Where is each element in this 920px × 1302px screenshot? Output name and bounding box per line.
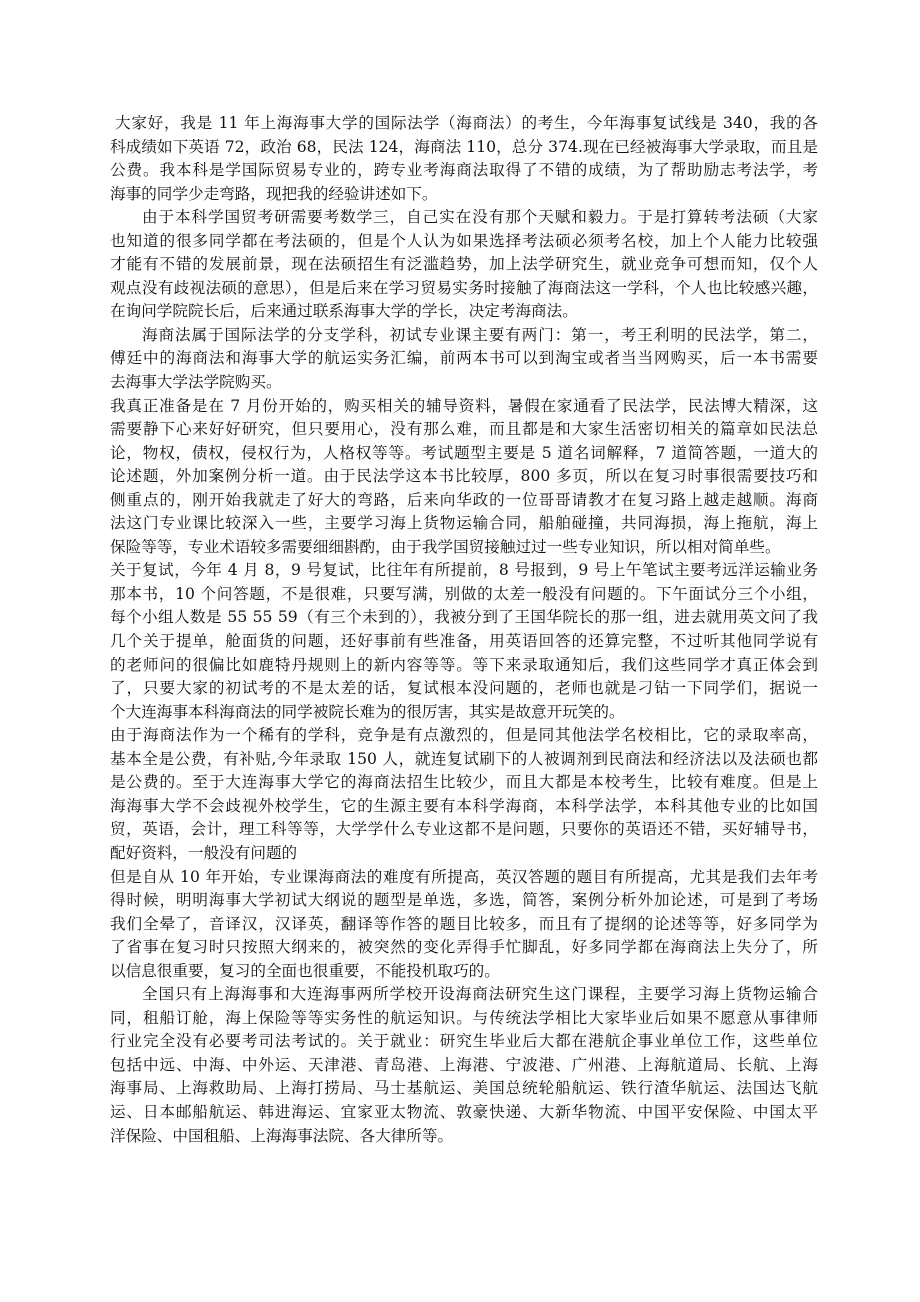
text-line: 基本全是公费，有补贴,今年录取 150 人，就连复试刷下的人被调剂到民商法和经济法以及法硕也都 — [110, 749, 818, 768]
text-line: 侧重点的，刚开始我就走了好大的弯路，后来向华政的一位哥哥请教才在复习路上越走越顺。海商 — [110, 490, 818, 509]
document-body — [110, 112, 818, 1148]
text-line: 在询问学院院长后，后来通过联系海事大学的学长，决定考海商法。 — [110, 302, 578, 321]
text-line: 由于本科学国贸考研需要考数学三，自己实在没有那个天赋和毅力。于是打算转考法硕（大家 — [142, 208, 818, 227]
text-line: 需要静下心来好好研究，但只要用心，没有那么难，而且都是和大家生活密切相关的篇章如民法总 — [110, 420, 818, 439]
paragraph — [110, 112, 818, 206]
text-line: 得时候，明明海事大学初试大纲说的题型是单选，多选，简答，案例分析外加论述，可是到了考场 — [110, 891, 818, 910]
text-line: 法这门专业课比较深入一些，主要学习海上货物运输合同，船舶碰撞，共同海损，海上拖航，海上 — [110, 514, 818, 533]
text-line: 全国只有上海海事和大连海事两所学校开设海商法研究生这门课程，主要学习海上货物运输合 — [142, 985, 818, 1004]
text-line: 论述题，外加案例分析一道。由于民法学这本书比较厚，800 多页，所以在复习时事很需要技巧和 — [110, 467, 818, 486]
text-line: 海事局、上海救助局、上海打捞局、马士基航运、美国总统轮船航运、铁行渣华航运、法国达飞航 — [110, 1079, 818, 1098]
text-line: 科成绩如下英语 72，政治 68，民法 124，海商法 110，总分 374.现在已经被海事大学录取，而且是 — [110, 137, 818, 156]
text-line: 以信息很重要，复习的全面也很重要，不能投机取巧的。 — [110, 961, 500, 980]
text-line: 海商法属于国际法学的分支学科，初试专业课主要有两门：第一，考王利明的民法学，第二， — [142, 325, 818, 344]
text-line: 也知道的很多同学都在考法硕的，但是个人认为如果选择考法硕必须考名校，加上个人能力比较强 — [110, 231, 818, 250]
text-line: 的老师问的很偏比如鹿特丹规则上的新内容等等。等下来录取通知后，我们这些同学才真正体会到 — [110, 655, 818, 674]
text-line: 大家好，我是 11 年上海海事大学的国际法学（海商法）的考生，今年海事复试线是 340，我的各 — [115, 114, 818, 132]
paragraph — [110, 559, 818, 724]
text-line: 每个小组人数是 55 55 59（有三个未到的），我被分到了王国华院长的那一组，进去就用英文问了我 — [110, 608, 818, 627]
text-line: 关于复试，今年 4 月 8，9 号复试，比往年有所提前，8 号报到，9 号上午笔试主要考远洋运输业务 — [110, 561, 818, 580]
text-line: 包括中远、中海、中外运、天津港、青岛港、上海港、宁波港、广州港、上海航道局、长航、上海 — [110, 1055, 818, 1074]
text-line: 保险等等，专业术语较多需要细细斟酌，由于我学国贸接触过过一些专业知识，所以相对简单些。 — [110, 537, 781, 556]
paragraph — [110, 866, 818, 984]
text-line: 运、日本邮船航运、韩进海运、宜家亚太物流、敦豪快递、大新华物流、中国平安保险、中国太平 — [110, 1102, 818, 1121]
text-line: 几个关于提单，舱面货的问题，还好事前有些准备，用英语回答的还算完整，不过听其他同学说有 — [110, 632, 818, 651]
text-line: 那本书，10 个问答题，不是很难，只要写满，别做的太差一般没有问题的。下午面试分三个小组， — [110, 584, 818, 603]
paragraph — [110, 324, 818, 395]
text-line: 我真正准备是在 7 月份开始的，购买相关的辅导资料，暑假在家通看了民法学，民法博大精深，这 — [110, 396, 818, 415]
paragraph — [110, 206, 818, 324]
text-line: 傅廷中的海商法和海事大学的航运实务汇编，前两本书可以到淘宝或者当当网购买，后一本书需要 — [110, 349, 818, 368]
text-line: 配好资料，一般没有问题的 — [110, 843, 298, 862]
text-line: 才能有不错的发展前景，现在法硕招生有泛滥趋势，加上法学研究生，就业竞争可想而知，仅个人 — [110, 255, 818, 274]
text-line: 论，物权，债权，侵权行为，人格权等等。考试题型主要是 5 道名词解释，7 道简答题，一道大的 — [110, 443, 818, 462]
text-line: 了，只要大家的初试考的不是太差的话，复试根本没问题的，老师也就是刁钻一下同学们，据说一 — [110, 679, 818, 698]
text-line: 公费。我本科是学国际贸易专业的，跨专业考海商法取得了不错的成绩，为了帮助励志考法学，考 — [110, 161, 818, 180]
paragraph — [110, 395, 818, 560]
paragraph — [110, 724, 818, 865]
text-line: 洋保险、中国租船、上海海事法院、各大律所等。 — [110, 1126, 454, 1145]
text-line: 观点没有歧视法硕的意思），但是后来在学习贸易实务时接触了海商法这一学科，个人也比较感兴趣， — [110, 278, 818, 297]
text-line: 是公费的。至于大连海事大学它的海商法招生比较少，而且大都是本校考生，比较有难度。但是上 — [110, 773, 818, 792]
text-line: 由于海商法作为一个稀有的学科，竞争是有点激烈的，但是同其他法学名校相比，它的录取率高， — [110, 726, 818, 745]
text-line: 了省事在复习时只按照大纲来的，被突然的变化弄得手忙脚乱，好多同学都在海商法上失分了，所 — [110, 938, 818, 957]
text-line: 同，租船订舱，海上保险等等实务性的航运知识。与传统法学相比大家毕业后如果不愿意从事律师 — [110, 1008, 818, 1027]
text-line: 去海事大学法学院购买。 — [110, 373, 282, 392]
text-line: 行业完全没有必要考司法考试的。关于就业：研究生毕业后大都在港航企事业单位工作，这些单位 — [110, 1032, 818, 1051]
text-line: 个大连海事本科海商法的同学被院长难为的很厉害，其实是故意开玩笑的。 — [110, 702, 625, 721]
text-line: 贸，英语，会计，理工科等等，大学学什么专业这都不是问题，只要你的英语还不错，买好辅导书， — [110, 820, 818, 839]
text-line: 但是自从 10 年开始，专业课海商法的难度有所提高，英汉答题的题目有所提高，尤其是我们去年考 — [110, 867, 818, 886]
text-line: 海海事大学不会歧视外校学生，它的生源主要有本科学海商，本科学法学，本科其他专业的比如国 — [110, 796, 818, 815]
text-line: 我们全晕了，音译汉，汉译英，翻译等作答的题目比较多，而且有了提纲的论述等等，好多同学为 — [110, 914, 818, 933]
text-line: 海事的同学少走弯路，现把我的经验讲述如下。 — [110, 184, 438, 203]
paragraph — [110, 983, 818, 1148]
